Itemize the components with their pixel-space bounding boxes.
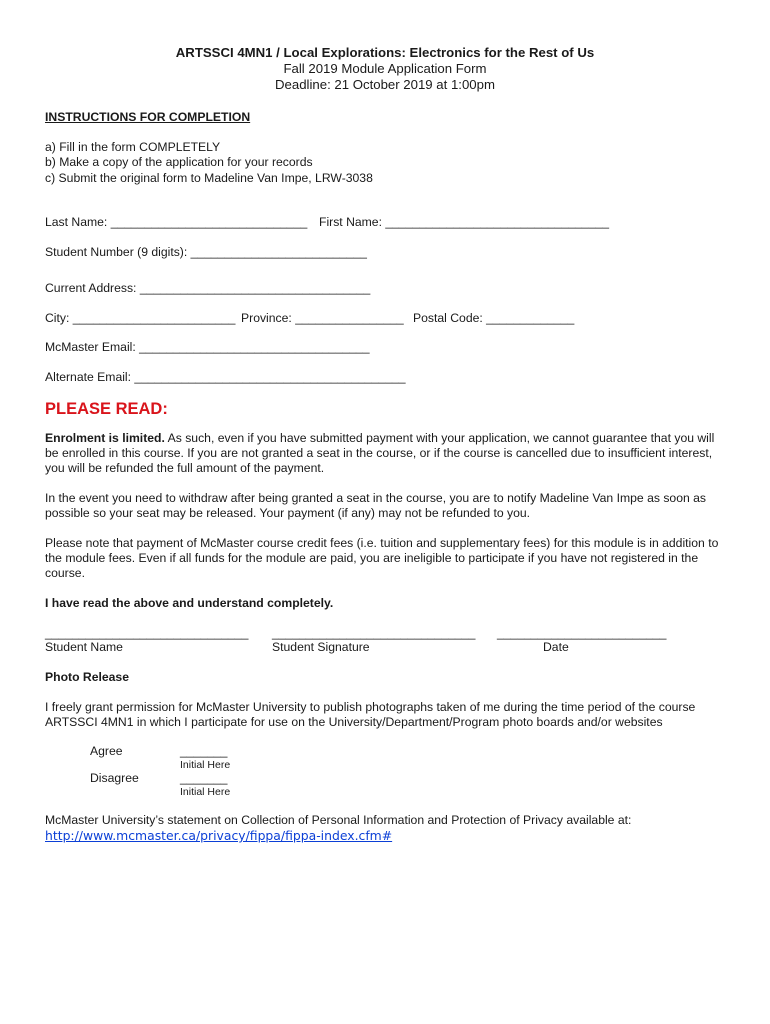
- city-field[interactable]: City: ________________________: [45, 311, 236, 325]
- photo-release-heading: Photo Release: [45, 670, 129, 684]
- province-field[interactable]: Province: ________________: [241, 311, 404, 325]
- fees-paragraph: Please note that payment of McMaster course credit fees (i.e. tuition and supplementary fees) for this module is in addition to the module fees. Even if all funds for the module are paid, you are ineligible to participate if you have not registered in the course.: [45, 536, 719, 581]
- disagree-initial-line[interactable]: _______: [180, 771, 228, 785]
- instruction-item: b) Make a copy of the application for your records: [45, 155, 313, 169]
- form-header: [0, 45, 770, 93]
- date-label: Date: [543, 640, 569, 654]
- enrolment-paragraph: [45, 431, 725, 477]
- agree-initial-line[interactable]: _______: [180, 744, 228, 758]
- alternate-email-field[interactable]: Alternate Email: ________________________________________: [45, 370, 406, 384]
- mcmaster-email-field[interactable]: McMaster Email: __________________________________: [45, 340, 370, 354]
- form-subtitle: Fall 2019 Module Application Form: [283, 61, 487, 76]
- student-signature-line[interactable]: ______________________________: [272, 626, 476, 640]
- instruction-item: a) Fill in the form COMPLETELY: [45, 140, 221, 154]
- agree-label: Agree: [90, 744, 123, 758]
- first-name-field[interactable]: First Name: _________________________________: [319, 215, 610, 229]
- disagree-initial-caption: Initial Here: [180, 786, 231, 798]
- acknowledge-statement: I have read the above and understand completely.: [45, 596, 334, 610]
- student-name-label: Student Name: [45, 640, 123, 654]
- privacy-statement: McMaster University’s statement on Collection of Personal Information and Protection of Privacy available at:: [45, 813, 632, 827]
- current-address-field[interactable]: Current Address: __________________________________: [45, 281, 371, 295]
- student-signature-label: Student Signature: [272, 640, 370, 654]
- privacy-policy-link[interactable]: http://www.mcmaster.ca/privacy/fippa/fippa-index.cfm#: [45, 828, 393, 843]
- student-number-field[interactable]: Student Number (9 digits): __________________________: [45, 245, 367, 259]
- withdraw-paragraph: In the event you need to withdraw after being granted a seat in the course, you are to notify Madeline Van Impe as soon as possible so your seat may be released. Your payment (if any) may not be refunded to you.: [45, 491, 707, 521]
- disagree-label: Disagree: [90, 771, 139, 785]
- enrolment-text: As such, even if you have submitted payment with your application, we cannot guarantee that you will be enrolled in this course. If you are not granted a seat in the course, or if the course is cancelled due to insufficient interest, you will be refunded the full amount of the payment.: [45, 431, 715, 476]
- last-name-field[interactable]: Last Name: _____________________________: [45, 215, 308, 229]
- course-title: ARTSSCI 4MN1 / Local Explorations: Electronics for the Rest of Us: [175, 45, 595, 60]
- enrolment-limited-label: Enrolment is limited.: [45, 431, 165, 445]
- postal-code-field[interactable]: Postal Code: _____________: [413, 311, 575, 325]
- agree-initial-caption: Initial Here: [180, 759, 231, 771]
- please-read-heading: PLEASE READ:: [45, 400, 168, 418]
- instructions-heading: INSTRUCTIONS FOR COMPLETION: [45, 110, 251, 124]
- date-line[interactable]: _________________________: [497, 626, 667, 640]
- photo-release-text: I freely grant permission for McMaster University to publish photographs taken of me during the time period of the course ARTSSCI 4MN1 in which I participate for use on the University/Department/Program photo boards and/or websites: [45, 700, 696, 730]
- student-name-line[interactable]: ______________________________: [45, 626, 249, 640]
- instruction-item: c) Submit the original form to Madeline Van Impe, LRW-3038: [45, 171, 373, 185]
- deadline-text: Deadline: 21 October 2019 at 1:00pm: [275, 77, 495, 92]
